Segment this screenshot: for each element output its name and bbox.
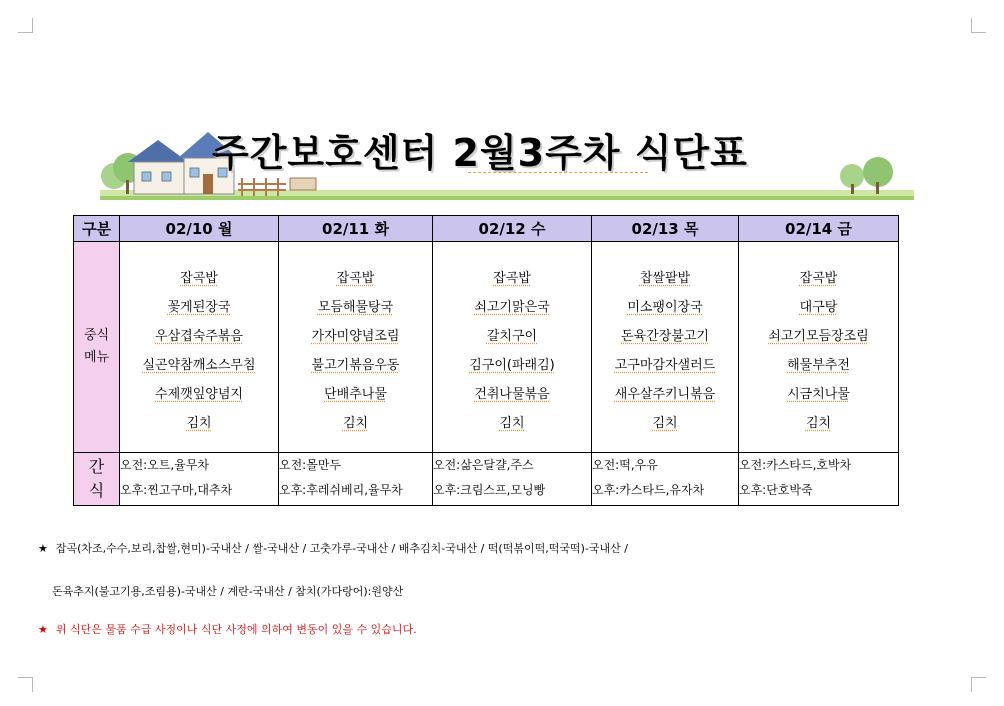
snack-cell-mon	[120, 453, 279, 506]
lunch-label-line1: 중식	[83, 328, 110, 343]
snack-pm: 오후:찐고구마,대추차	[120, 483, 233, 497]
snack-am: 오전:떡,우유	[592, 458, 658, 472]
snack-pm: 오후:후레쉬베리,율무차	[279, 483, 403, 497]
menu-item: 김치	[342, 416, 369, 431]
menu-item: 대구탕	[799, 300, 838, 315]
snack-cell-thu	[592, 453, 739, 506]
menu-item: 꽃게된장국	[167, 300, 231, 315]
menu-item: 돈육간장불고기	[621, 329, 709, 344]
day-header-fri: 02/14 금	[739, 216, 899, 242]
lunch-label-line2: 메뉴	[83, 350, 110, 365]
crop-mark-top-left	[18, 18, 33, 33]
title-spellcheck-underline	[468, 172, 648, 173]
snack-row	[74, 453, 899, 506]
snack-pm: 오후:카스타드,유자차	[592, 483, 705, 497]
menu-item: 해물부추전	[787, 358, 850, 373]
menu-item: 김치	[186, 416, 212, 431]
snack-cell-fri	[739, 453, 899, 506]
menu-item: 시금치나물	[787, 387, 850, 402]
menu-item: 모듬해물탕국	[317, 300, 394, 315]
snack-label-line2: 식	[88, 481, 105, 500]
snack-cell-tue	[279, 453, 433, 506]
menu-item: 갈치구이	[486, 329, 538, 344]
crop-mark-top-right	[971, 18, 986, 33]
menu-item: 우삼겹숙주볶음	[155, 329, 243, 344]
menu-item: 김치	[805, 416, 832, 431]
menu-item: 새우살주키니볶음	[614, 387, 716, 402]
lunch-cell-thu	[592, 242, 739, 453]
menu-item: 김치	[652, 416, 678, 431]
menu-item: 미소팽이장국	[627, 300, 703, 315]
snack-am: 오전:몰만두	[279, 458, 342, 472]
snack-row-label	[74, 453, 120, 506]
change-notice	[38, 621, 417, 637]
lunch-row-label	[74, 242, 120, 453]
snack-am: 오전:삶은달걀,주스	[433, 458, 534, 472]
crop-mark-bottom-right	[971, 677, 986, 692]
origin-note-line2: 돈육추지(불고기용,조림용)-국내산 / 계란-국내산 / 참치(가다랑어):원양산	[52, 585, 404, 598]
menu-item: 잡곡밥	[336, 271, 375, 286]
menu-item: 수제깻잎양념지	[155, 387, 243, 402]
lunch-row	[74, 242, 899, 453]
menu-item: 잡곡밥	[180, 271, 218, 286]
menu-item: 쇠고기모듬장조림	[768, 329, 869, 344]
origin-note-text1: 잡곡(차조,수수,보리,찹쌀,현미)-국내산 / 쌀-국내산 / 고춧가루-국내산 / 배추김치-국내산 / 떡(떡볶이떡,떡국떡)-국내산 /	[55, 542, 628, 555]
lunch-cell-tue	[279, 242, 433, 453]
page-title: 주간보호센터 2월3주차 식단표	[212, 131, 748, 175]
crop-mark-bottom-left	[18, 677, 33, 692]
menu-item: 단배추나물	[324, 387, 387, 402]
snack-label-line1: 간	[88, 457, 105, 476]
change-notice-text: 위 식단은 물품 수급 사정이나 식단 사정에 의하여 변동이 있을 수 있습니다.	[55, 623, 417, 636]
snack-am: 오전:오트,율무차	[120, 458, 210, 472]
menu-item: 김구이(파래김)	[469, 358, 555, 373]
lunch-cell-wed	[433, 242, 592, 453]
table-header-row	[74, 216, 899, 242]
day-header-wed: 02/12 수	[433, 216, 592, 242]
menu-item: 김치	[499, 416, 525, 431]
snack-pm: 오후:단호박죽	[739, 483, 813, 497]
menu-item: 고구마감자샐러드	[614, 358, 716, 373]
menu-item: 가자미양념조림	[311, 329, 400, 344]
lunch-cell-fri	[739, 242, 899, 453]
star-icon: ★	[38, 623, 48, 636]
menu-item: 쇠고기맑은국	[474, 300, 550, 315]
menu-item: 잡곡밥	[799, 271, 838, 286]
snack-pm: 오후:크림스프,모닝빵	[433, 483, 546, 497]
menu-item: 잡곡밥	[493, 271, 531, 286]
day-header-tue: 02/11 화	[279, 216, 433, 242]
star-icon: ★	[38, 542, 48, 555]
menu-item: 찹쌀팥밥	[639, 271, 691, 286]
day-header-thu: 02/13 목	[592, 216, 739, 242]
snack-cell-wed	[433, 453, 592, 506]
day-header-mon: 02/10 월	[120, 216, 279, 242]
lunch-cell-mon	[120, 242, 279, 453]
category-header: 구분	[74, 216, 120, 242]
menu-item: 불고기볶음우동	[311, 358, 400, 373]
menu-item: 건취나물볶음	[474, 387, 550, 402]
weekly-menu-table	[73, 215, 899, 506]
origin-note-line1	[38, 540, 628, 556]
snack-am: 오전:카스타드,호박차	[739, 458, 852, 472]
menu-item: 실곤약참깨소스무침	[142, 358, 256, 373]
